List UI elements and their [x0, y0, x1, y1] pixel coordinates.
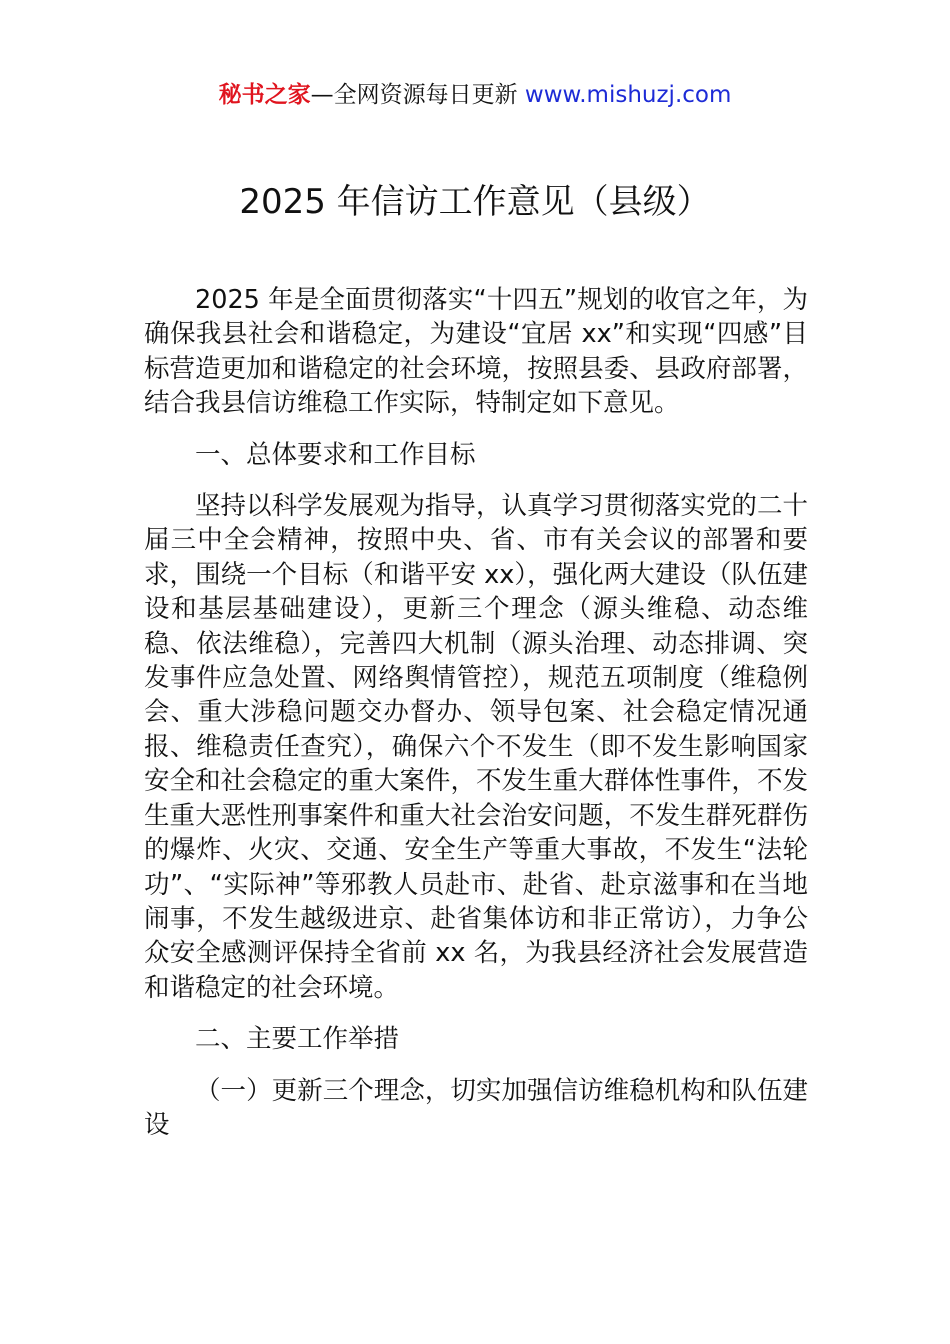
intro-paragraph: 2025 年是全面贯彻落实“十四五”规划的收官之年，为确保我县社会和谐稳定，为建设“宜居 xx”和实现“四感”目标营造更加和谐稳定的社会环境，按照县委、县政府部署，结合我县信访维稳工作实际，特制定如下意见。	[144, 285, 808, 419]
subsection-heading-1: （一）更新三个理念，切实加强信访维稳机构和队伍建设	[144, 1075, 808, 1140]
site-url-link[interactable]: www.mishuzj.com	[524, 82, 732, 108]
site-brand: 秘书之家	[218, 82, 311, 108]
section-heading-2: 二、主要工作举措	[195, 1024, 400, 1055]
site-tagline: —全网资源每日更新	[310, 82, 525, 108]
requirements-paragraph: 坚持以科学发展观为指导，认真学习贯彻落实党的二十届三中全会精神，按照中央、省、市有关会议的部署和要求，围绕一个目标（和谐平安 xx），强化两大建设（队伍建设和基层基础建设），更新三个理念（源头维稳、动态维稳、依法维稳），完善四大机制（源头治理、动态排调、突发事件应急处置、网络舆情管控），规范五项制度（维稳例会、重大涉稳问题交办督办、领导包案、社会稳定情况通报、维稳责任查究），确保六个不发生（即不发生影响国家安全和社会稳定的重大案件，不发生重大群体性事件，不发生重大恶性刑事案件和重大社会治安问题，不发生群死群伤的爆炸、火灾、交通、安全生产等重大事故，不发生“法轮功”、“实际神”等邪教人员赴市、赴省、赴京滋事和在当地闹事，不发生越级进京、赴省集体访和非正常访），力争公众安全感测评保持全省前 xx 名，为我县经济社会发展营造和谐稳定的社会环境。	[144, 491, 808, 1003]
document-body	[144, 283, 808, 1142]
document-title: 2025 年信访工作意见（县级）	[239, 182, 711, 222]
section-heading-1: 一、总体要求和工作目标	[195, 439, 476, 470]
site-header	[0, 78, 950, 112]
